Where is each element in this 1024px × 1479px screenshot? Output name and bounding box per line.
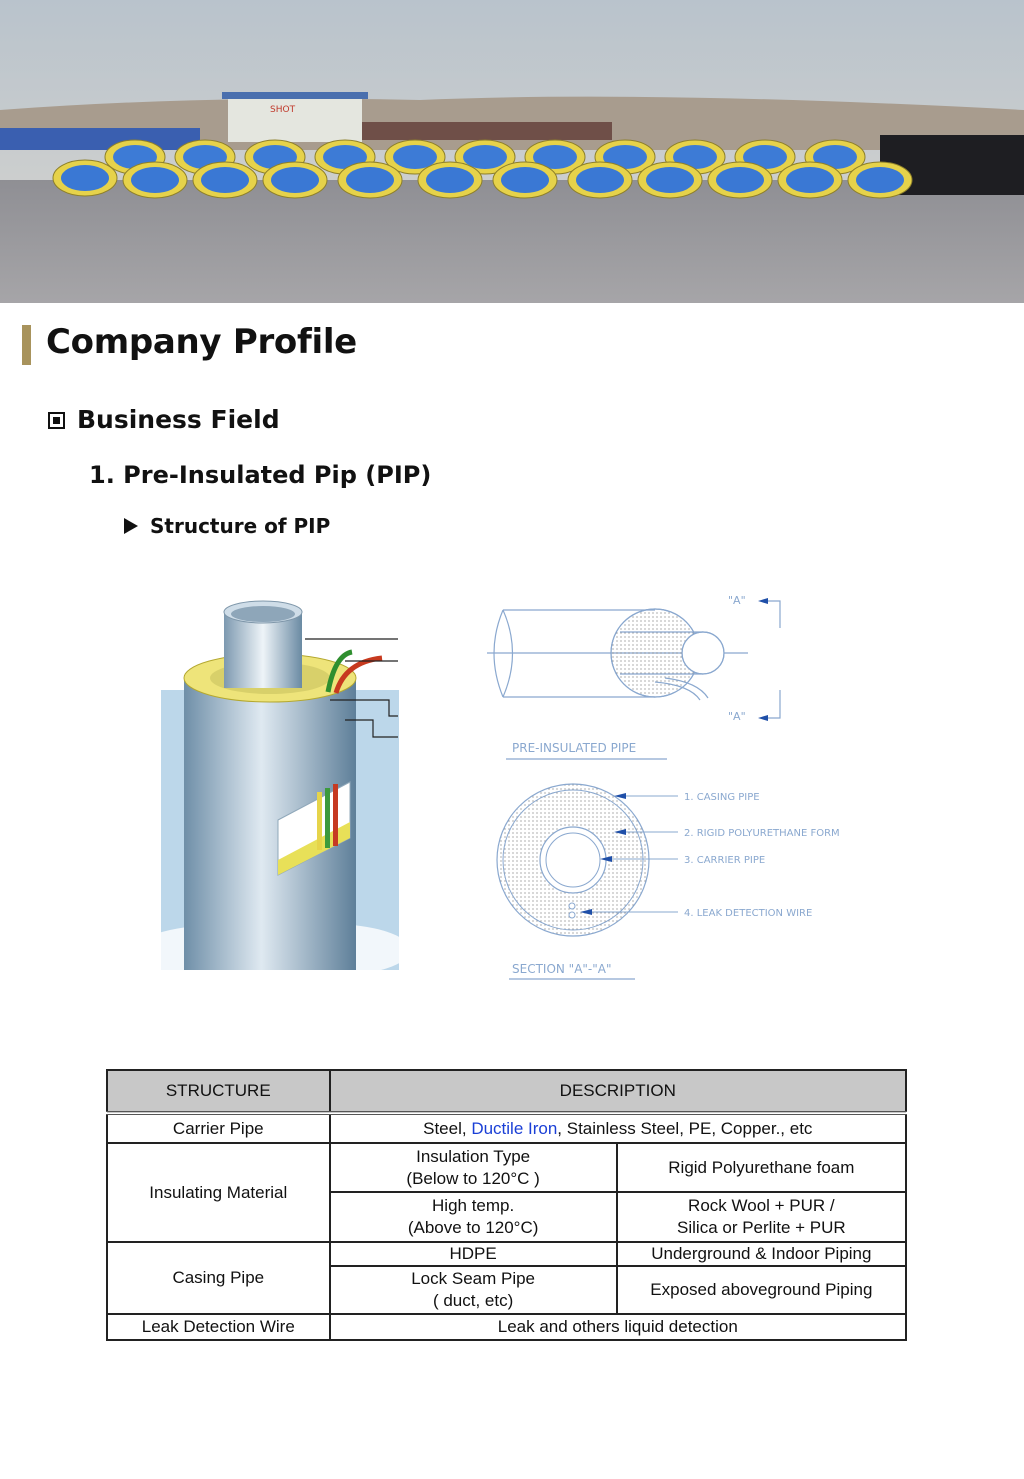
hdpe-desc: Underground & Indoor Piping: [617, 1242, 906, 1266]
table-row: [107, 1143, 906, 1192]
lock-seam-desc: Exposed aboveground Piping: [617, 1266, 906, 1314]
label-a-bottom: "A": [728, 710, 746, 723]
high-temp-label: High temp.: [432, 1196, 515, 1215]
high-temp-sub: (Above to 120°C): [407, 1218, 539, 1237]
carrier-pipe-name: Carrier Pipe: [107, 1113, 330, 1143]
pre-insulated-pipe-caption: PRE-INSULATED PIPE: [512, 741, 637, 755]
carrier-desc-part1: Steel,: [423, 1118, 472, 1138]
high-temp-desc-line2: Silica or Perlite + PUR: [677, 1218, 846, 1237]
page-title: Company Profile: [46, 322, 357, 362]
table-row: [107, 1242, 906, 1266]
title-accent-bar: [22, 325, 31, 365]
insulation-type-desc: Rigid Polyurethane foam: [617, 1143, 906, 1192]
hdpe-cell: HDPE: [330, 1242, 617, 1266]
header-description: DESCRIPTION: [330, 1070, 906, 1113]
leak-detection-name: Leak Detection Wire: [107, 1314, 330, 1340]
high-temp-cell: [330, 1192, 617, 1242]
section-a-a-caption: SECTION "A"-"A": [512, 962, 612, 976]
insulation-type-sub: (Below to 120°C ): [406, 1168, 540, 1188]
callout-rigid-polyurethane: 2. RIGID POLYURETHANE FORM: [684, 828, 840, 839]
pre-insulated-pipe-drawing: [487, 601, 780, 718]
high-temp-desc: [617, 1192, 906, 1242]
pipe-3d-illustration: [130, 601, 410, 985]
carrier-desc-part2: , Stainless Steel, PE, Copper., etc: [557, 1118, 813, 1138]
section-a-a-drawing: [497, 784, 678, 936]
insulation-type-cell: [330, 1143, 617, 1192]
section-heading: [48, 405, 280, 434]
lock-seam-sub: ( duct, etc): [432, 1291, 514, 1310]
subsubsection-heading: [124, 514, 330, 538]
header-structure: STRUCTURE: [107, 1070, 330, 1113]
building-sign-text: SHOT: [270, 105, 296, 115]
pip-structure-table: [106, 1069, 907, 1341]
pip-structure-diagram: [0, 560, 1024, 1000]
table-row: [107, 1314, 906, 1340]
table-row: [107, 1113, 906, 1143]
casing-pipe-name: Casing Pipe: [107, 1242, 330, 1314]
label-a-top: "A": [728, 594, 746, 607]
table-header-row: [107, 1070, 906, 1113]
subsection-heading: 1. Pre-Insulated Pip (PIP): [89, 461, 432, 489]
subsubsection-heading-text: Structure of PIP: [150, 514, 331, 538]
section-heading-text: Business Field: [77, 405, 280, 434]
high-temp-desc-line1: Rock Wool + PUR /: [688, 1196, 835, 1215]
square-bullet-icon: [48, 412, 65, 429]
lock-seam-label: Lock Seam Pipe: [411, 1269, 536, 1288]
lock-seam-cell: [330, 1266, 617, 1314]
carrier-desc-highlight: Ductile Iron: [471, 1118, 558, 1138]
header-photo: [0, 0, 1024, 303]
callout-casing-pipe: 1. CASING PIPE: [684, 792, 760, 803]
callout-leak-detection-wire: 4. LEAK DETECTION WIRE: [684, 908, 813, 919]
triangle-bullet-icon: [124, 518, 138, 534]
insulating-material-name: Insulating Material: [107, 1143, 330, 1242]
carrier-pipe-desc: [330, 1113, 906, 1143]
insulation-type-label: Insulation Type: [416, 1146, 531, 1166]
callout-carrier-pipe: 3. CARRIER PIPE: [684, 855, 766, 866]
leak-detection-desc: Leak and others liquid detection: [330, 1314, 906, 1340]
